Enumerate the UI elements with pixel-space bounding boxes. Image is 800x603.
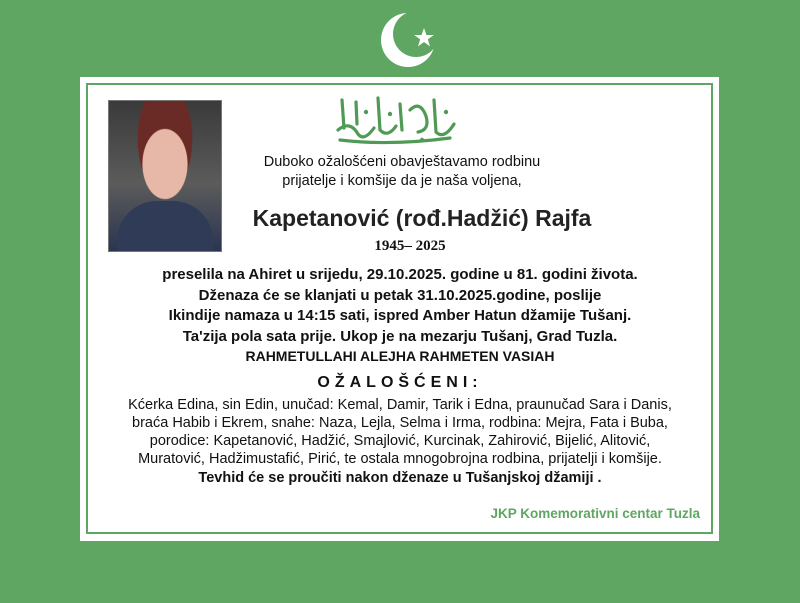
intro-line-2: prijatelje i komšije da je naša voljena, — [282, 173, 522, 189]
mourner-line-3: porodice: Kapetanović, Hadžić, Smajlović, Kurcinak, Zahirović, Bijelić, Alitović, — [149, 433, 651, 449]
announcement-line-2: Dženaza će se klanjati u petak 31.10.2025.godine, poslije — [198, 287, 602, 304]
mourners-title: OŽALOŠĆENI: — [317, 374, 483, 391]
intro-line-1: Duboko ožalošćeni obavještavamo rodbinu — [263, 154, 541, 170]
prayer-line: RAHMETULLAHI ALEJHA RAHMETEN VASIAH — [245, 348, 555, 364]
tevhid-line: Tevhid će se proučiti nakon dženaze u Tušanjskoj džamiji . — [198, 470, 602, 486]
mourner-line-1: Kćerka Edina, sin Edin, unučad: Kemal, Damir, Tarik i Edna, praunučad Sara i Danis, — [128, 397, 672, 413]
organization-name: JKP Komemorativni centar Tuzla — [490, 506, 700, 521]
deceased-name: Kapetanović (rođ.Hadžić) Rajfa — [252, 205, 592, 231]
mourner-line-4: Muratović, Hadžimustafić, Pirić, te ostala mnogobrojna rodbina, prijatelji i komšije. — [138, 451, 662, 467]
arabic-calligraphy-icon — [330, 90, 460, 148]
announcement-line-1: preselila na Ahiret u srijedu, 29.10.2025. godine u 81. godini života. — [162, 266, 638, 283]
announcement-line-4: Ta'zija pola sata prije. Ukop je na mezarju Tušanj, Grad Tuzla. — [182, 328, 618, 345]
portrait-photo — [108, 100, 222, 252]
mourner-line-2: braća Habib i Ekrem, snahe: Naza, Lejla, Selma i Irma, rodbina: Mejra, Fata i Buba, — [132, 415, 668, 431]
crescent-star-icon — [378, 6, 442, 70]
announcement-line-3: Ikindije namaza u 14:15 sati, ispred Amber Hatun džamije Tušanj. — [168, 307, 632, 324]
life-years: 1945– 2025 — [374, 238, 446, 254]
